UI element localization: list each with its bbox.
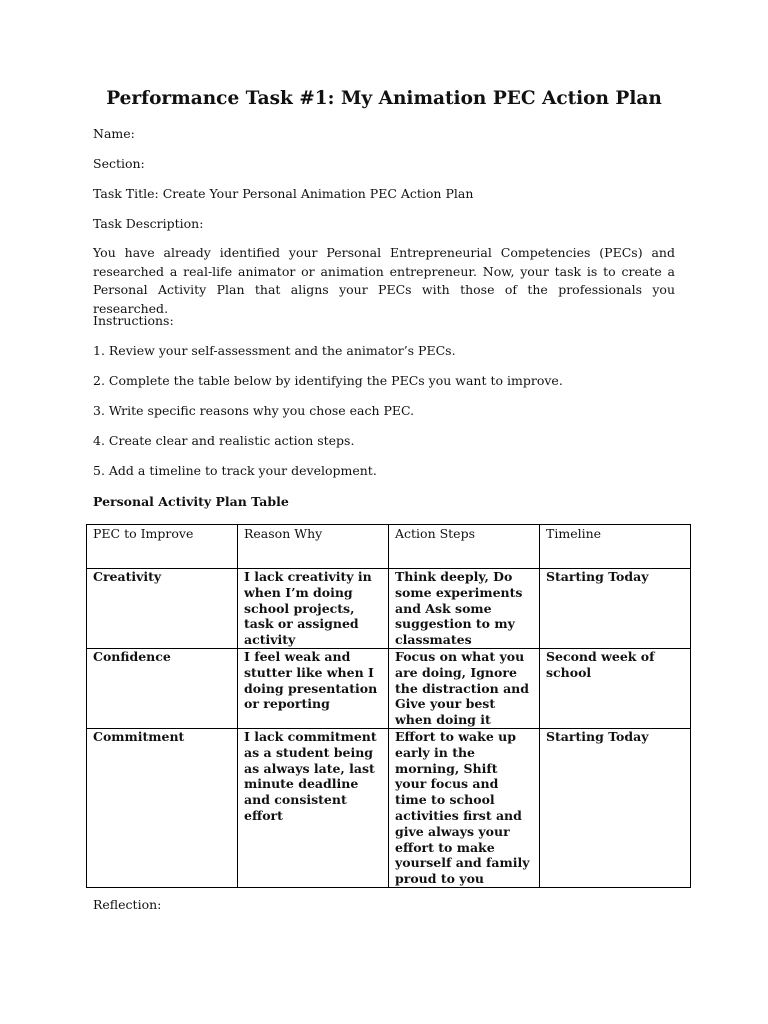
header-cell-timeline: Timeline xyxy=(540,525,691,569)
table-row xyxy=(87,728,691,887)
table-cell: Starting Today xyxy=(540,569,691,649)
section-label: Section: xyxy=(93,156,145,171)
instruction-step: 3. Write specific reasons why you chose each PEC. xyxy=(93,403,415,418)
table-cell: Think deeply, Do some experiments and Ask some suggestion to my classmates xyxy=(389,569,540,649)
instruction-step: 4. Create clear and realistic action steps. xyxy=(93,433,355,448)
table-cell: Creativity xyxy=(87,569,238,649)
table-cell: Second week of school xyxy=(540,648,691,728)
table-row xyxy=(87,648,691,728)
instruction-step: 2. Complete the table below by identifying the PECs you want to improve. xyxy=(93,373,563,388)
reflection-label: Reflection: xyxy=(93,897,162,912)
task-description-paragraph: You have already identified your Personal Entrepreneurial Competencies (PECs) and researched a real-life animator or animation entrepreneur. Now, your task is to create a Personal Activity Plan that aligns your PECs with those of the professionals you researched. xyxy=(93,245,675,316)
header-cell-action: Action Steps xyxy=(389,525,540,569)
table-cell: I lack creativity in when I’m doing school projects, task or assigned activity xyxy=(238,569,389,649)
name-label: Name: xyxy=(93,126,135,141)
activity-plan-table xyxy=(86,524,691,888)
table-cell: I lack commitment as a student being as always late, last minute deadline and consistent effort xyxy=(238,728,389,887)
table-row xyxy=(87,569,691,649)
task-title: Task Title: Create Your Personal Animation PEC Action Plan xyxy=(93,186,474,201)
header-cell-reason: Reason Why xyxy=(238,525,389,569)
table-cell: Focus on what you are doing, Ignore the distraction and Give your best when doing it xyxy=(389,648,540,728)
table-heading: Personal Activity Plan Table xyxy=(93,494,289,509)
table-cell: Effort to wake up early in the morning, Shift your focus and time to school activities first and give always your effort to make yourself and family proud to you xyxy=(389,728,540,887)
page-title: Performance Task #1: My Animation PEC Action Plan xyxy=(106,88,662,109)
instructions-label: Instructions: xyxy=(93,313,174,328)
instruction-step: 1. Review your self-assessment and the animator’s PECs. xyxy=(93,343,456,358)
table-cell: Commitment xyxy=(87,728,238,887)
header-cell-pec: PEC to Improve xyxy=(87,525,238,569)
table-cell: Confidence xyxy=(87,648,238,728)
instruction-step: 5. Add a timeline to track your development. xyxy=(93,463,377,478)
table-header-row xyxy=(87,525,691,569)
task-description-label: Task Description: xyxy=(93,216,204,231)
table-cell: I feel weak and stutter like when I doing presentation or reporting xyxy=(238,648,389,728)
table-cell: Starting Today xyxy=(540,728,691,887)
